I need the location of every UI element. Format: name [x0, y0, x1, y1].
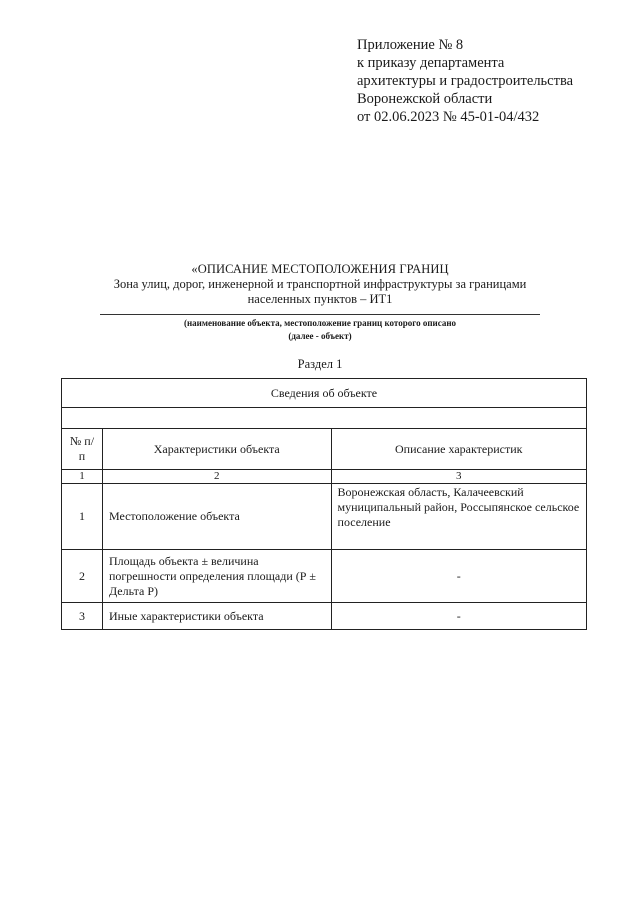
col-header-number: № п/п — [62, 429, 103, 470]
row-number: 1 — [62, 484, 103, 550]
appendix-line: к приказу департамента — [357, 55, 505, 71]
caption-line: (наименование объекта, местоположение границ которого описано — [183, 318, 457, 328]
title-underline — [100, 314, 540, 315]
title-line: «ОПИСАНИЕ МЕСТОПОЛОЖЕНИЯ ГРАНИЦ — [191, 262, 449, 276]
appendix-header — [357, 36, 627, 126]
col-number-cell: 2 — [102, 470, 331, 484]
row-number: 2 — [62, 550, 103, 603]
title-line: населенных пунктов – ИТ1 — [247, 292, 393, 306]
table-row — [62, 603, 587, 630]
appendix-line: Приложение № 8 — [357, 37, 464, 53]
row-characteristic: Иные характеристики объекта — [102, 603, 331, 630]
col-header-characteristic: Характеристики объекта — [102, 429, 331, 470]
table-header: Сведения об объекте — [62, 379, 587, 408]
document-title — [60, 262, 580, 307]
row-characteristic: Местоположение объекта — [102, 484, 331, 550]
appendix-line: от 02.06.2023 № 45-01-04/432 — [357, 109, 540, 125]
title-line: Зона улиц, дорог, инженерной и транспортной инфраструктуры за границами — [113, 277, 527, 291]
col-number-cell: 1 — [62, 470, 103, 484]
col-header-description: Описание характеристик — [331, 429, 586, 470]
appendix-line: Воронежской области — [357, 91, 493, 107]
table-row — [62, 484, 587, 550]
col-number-cell: 3 — [331, 470, 586, 484]
caption-line: (далее - объект) — [288, 331, 352, 341]
table-row — [62, 550, 587, 603]
object-info-table — [61, 378, 587, 630]
title-caption — [120, 317, 520, 343]
row-description: - — [331, 603, 586, 630]
row-characteristic: Площадь объекта ± величина погрешности определения площади (Р ± Дельта Р) — [102, 550, 331, 603]
row-number: 3 — [62, 603, 103, 630]
table-empty-row — [62, 408, 587, 429]
row-description: Воронежская область, Калачеевский муниципальный район, Россыпянское сельское поселение — [331, 484, 586, 550]
section-heading: Раздел 1 — [297, 357, 343, 371]
appendix-line: архитектуры и градостроительства — [357, 73, 574, 89]
row-description: - — [331, 550, 586, 603]
